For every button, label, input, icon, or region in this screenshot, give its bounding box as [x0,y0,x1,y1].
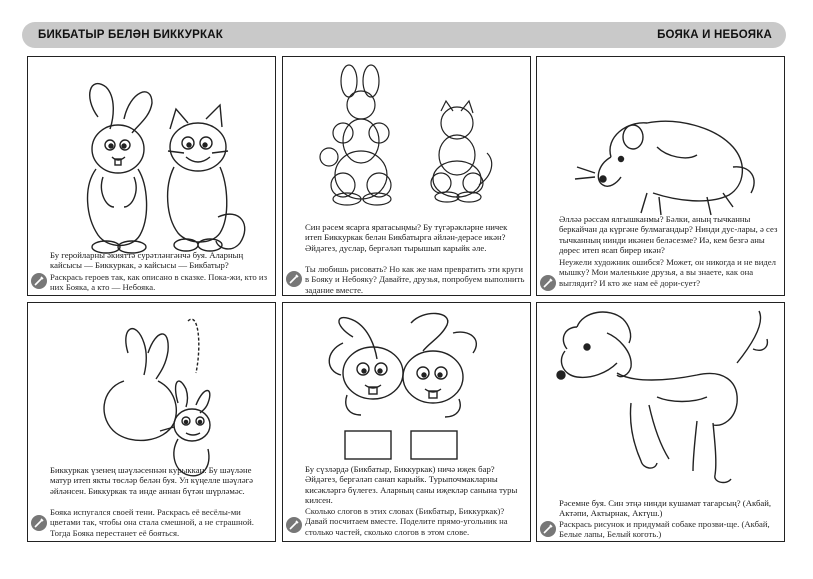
panel-4-tatar-text: Биккуркак үзенең шәүләсеннән курыккан. Бу шәүләне матур итеп якты төсләр белән буя. Ул күңелле шәүләгә әйләнсен. Биккуркак та инде аннан бүтән шүрләмәс. [50,465,254,496]
panel-rabbit-shadow [27,302,276,542]
panel-6-tatar-text: Рәсемне буя. Син этңә нинди кушамат тагарсың? (Акбай, Актәпи, Актырнак, Актүш.) [559,498,772,519]
panel-5-russian-text: Сколько слогов в этих словах (Бикбатыр, Биккуркак)? Давай посчитаем вместе. Поделите прямо-угольник на столько частей, сколько слогов в этом слове. [305,506,508,537]
header-bar [22,22,786,48]
panel-1-russian-text: Раскрась героев так, как описано в сказке. Пока-жи, кто из них Бояка, а кто — Небояка. [50,272,268,293]
brush-icon [286,271,302,287]
brush-icon [31,273,47,289]
panel-3-tatar-text: Әлләә рәссам ялгышканмы? Бәлки, аның тычканны беркайчан да күргәне булмагандыр? Нинди дус-лары, ә сез тычканның нинди икәнен беләсезме? Иә, кем безгә аны дөрес итеп ясап бирер икән? [559,214,778,256]
panel-1-tatar-text: Бу геройларны әкияттә сурәтләнгәнчә буя. Аларның кайсысы — Биккуркак, ә кайсысы — Бикбатыр? [50,250,244,271]
brush-icon [31,515,47,531]
panel-2-tatar-text: Син рәсем ясарга яратасыңмы? Бу түгәрәкләрне ничек итеп Биккуркак белән Бикбатырга әйлән-дерәсе икән? Әйдәгез, дуслар, бергәләп тырышып карыйк әле. [305,222,508,253]
brush-icon [540,521,556,537]
header-right-title: БОЯКА И НЕБОЯКА [657,29,772,41]
panel-mouse [536,56,785,296]
brush-icon [286,517,302,533]
panel-4-russian-text: Бояка испугался своей тени. Раскрась её весёлы-ми цветами так, чтобы она стала смешной, а не страшной. Тогда Бояка перестанет её бояться. [50,507,254,538]
panel-6-russian-text: Раскрась рисунок и придумай собаке прозви-ще. (Акбай, Белые лапы, Белый коготь.) [559,519,770,540]
panel-2-russian-text: Ты любишь рисовать? Но как же нам превратить эти круги в Бояку и Небояку? Давайте, друзья, попробуем выполнить задание вместе. [305,264,525,295]
circle-sketch-drawing [283,57,532,297]
panel-circle-sketches [282,56,531,296]
panel-dog [536,302,785,542]
panel-two-rabbits [282,302,531,542]
header-left-title: БИКБАТЫР БЕЛӘН БИККУРКАК [38,29,223,41]
brush-icon [540,275,556,291]
panel-5-tatar-text: Бу сүзләрдә (Бикбатыр, Биккуркак) ничә иҗек бар? Әйдәгез, бергәләп санап карыйк. Турыпочмакларны кисәкләргә бүлегез. Аларның саны иҗекләр санына туры килсен. [305,464,518,506]
panel-3-russian-text: Неужели художник ошибся? Может, он никогда и не видел мышку? Мои маленькие друзья, а вы знаете, как она выглядит? И кто же нам её дори-сует? [559,257,776,288]
panel-rabbit-cat [27,56,276,296]
